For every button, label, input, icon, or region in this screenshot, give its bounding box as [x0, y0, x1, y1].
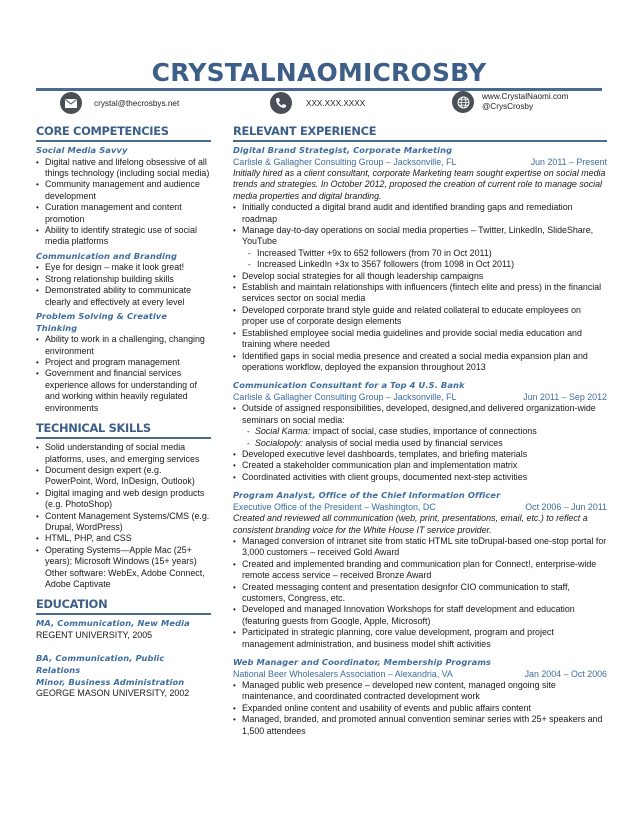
job-dates: Oct 2006 – Jun 2011: [525, 501, 607, 512]
core-group-title: Social Media Savvy: [36, 145, 128, 155]
list-item: • HTML, PHP, and CSS: [36, 533, 211, 544]
job-duties: [233, 403, 607, 483]
list-item: • Created messaging content and presentation designfor CIO communication to staff, customers, Congress, etc.: [233, 582, 607, 605]
list-item: • Content Management Systems/CMS (e.g. Drupal, WordPress): [36, 511, 211, 534]
job-title: Program Analyst, Office of the Chief Information Officer: [233, 490, 501, 501]
job-title: Web Manager and Coordinator, Membership Programs: [233, 657, 492, 668]
list-item: • Develop social strategies for all though leadership campaigns: [233, 271, 607, 282]
list-subitem: - Socialopoly: analysis of social media used by financial services: [233, 438, 607, 449]
contact-phone: [270, 90, 365, 116]
degree-title: BA, Communication, Public Relations: [36, 653, 165, 675]
right-column: [233, 124, 607, 737]
technical-skills-title: TECHNICAL SKILLS: [36, 421, 151, 436]
list-item: • Demonstrated ability to communicate clearly and effectively at every level: [36, 285, 211, 308]
job-duties: [233, 680, 607, 737]
list-item: • Eye for design – make it look great!: [36, 262, 211, 273]
list-item: • Managed public web presence – developed new content, managed ongoing site maintenance, and coordinated contracted development work: [233, 680, 607, 703]
job-description: Initially hired as a client consultant, corporate Marketing team sought expertise on social media trends and strategies. In October 2012, proposed the creation of current role to manage social media properties and digital branding.: [233, 168, 606, 201]
relevant-experience-title: RELEVANT EXPERIENCE: [233, 124, 377, 138]
list-item: • Established employee social media guidelines and provide social media education and training where needed: [233, 328, 607, 351]
job-dates: Jun 2011 – Sep 2012: [523, 391, 607, 402]
list-item: • Expanded online content and usability of events and public affairs content: [233, 703, 607, 714]
contact-web: [452, 89, 568, 115]
list-item: • Ability to work in a challenging, changing environment: [36, 334, 211, 357]
list-item: • Government and financial services experience allows for understanding of and working within heavily regulated environments: [36, 368, 211, 414]
job-org: Carlisle & Gallagher Consulting Group – Jacksonville, FL: [233, 391, 457, 402]
list-item: • Created a stakeholder communication plan and implementation matrix: [233, 460, 607, 471]
list-item: • Digital native and lifelong obsessive of all things technology (including social media): [36, 157, 211, 180]
list-item: • Managed conversion of intranet site from static HTML site toDrupal-based one-stop portal for 3,000 customers – received Gold Award: [233, 536, 607, 559]
resume-name: CRYSTALNAOMICROSBY: [151, 58, 487, 87]
school-name: GEORGE MASON UNIVERSITY, 2002: [36, 688, 190, 699]
list-item: • Community management and audience development: [36, 179, 211, 202]
list-item: • Digital imaging and web design products (e.g. PhotoShop): [36, 488, 211, 511]
job-org-line: [233, 502, 607, 513]
section-divider: [36, 437, 211, 439]
job-dates: Jan 2004 – Oct 2006: [524, 668, 607, 679]
list-subitem: - Increased Twitter +9x to 652 followers (from 70 in Oct 2011): [233, 248, 607, 259]
envelope-icon: [60, 92, 82, 114]
list-item: • Outside of assigned responsibilities, developed, designed,and delivered organization-wide seminars on social media:: [233, 403, 607, 426]
list-item: • Developed and managed Innovation Workshops for staff development and education (featuring guests from Google, Apple, Microsoft): [233, 604, 607, 627]
email-text[interactable]: crystal@thecrosbys.net: [94, 98, 180, 108]
job-org-line: [233, 157, 607, 168]
core-group-list: [36, 157, 211, 248]
core-group-title: Communication and Branding: [36, 250, 178, 261]
job-org: Executive Office of the President – Washington, DC: [233, 501, 436, 512]
globe-icon: [452, 91, 474, 113]
twitter-handle[interactable]: @CrysCrosby: [482, 102, 534, 111]
job-org-line: [233, 669, 607, 680]
list-item: • Identified gaps in social media presence and created a social media expansion plan and operations workflow, deployed the expansion throughout 2013: [233, 351, 607, 374]
degree-minor: Minor, Business Administration: [36, 676, 185, 687]
phone-icon: [270, 92, 292, 114]
list-item: • Manage day-to-day operations on social media properties – Twitter, LinkedIn, SlideShare, YouTube: [233, 225, 607, 248]
job-org-line: [233, 392, 607, 403]
list-item: • Project and program management: [36, 357, 211, 368]
list-item: • Curation management and content promotion: [36, 202, 211, 225]
core-group-title: Problem Solving & Creative Thinking: [36, 311, 168, 333]
list-item: • Coordinated activities with client groups, documented next-step activities: [233, 472, 607, 483]
core-competencies-title: CORE COMPETENCIES: [36, 124, 169, 138]
list-item: • Document design expert (e.g. PowerPoint, Word, InDesign, Outlook): [36, 465, 211, 488]
list-item: • Participated in strategic planning, core value development, program and project management administration, and business model shift activities: [233, 627, 607, 650]
list-item: • Establish and maintain relationships with influencers (fintech elite and press) in the financial services sector on social media: [233, 282, 607, 305]
job-org: National Beer Wholesalers Association – Alexandria, VA: [233, 668, 453, 679]
website-text[interactable]: www.CrystalNaomi.com: [482, 91, 569, 101]
list-item: • Initially conducted a digital brand audit and identified branding gaps and remediation roadmap: [233, 202, 607, 225]
list-item: • Managed, branded, and promoted annual convention seminar series with 25+ speakers and 1,500 attendees: [233, 714, 607, 737]
job-duties: [233, 202, 607, 373]
list-item: • Operating Systems—Apple Mac (25+ years); Microsoft Windows (15+ years) Other software: WebEx, Adobe Connect, Adobe Captivate: [36, 545, 211, 591]
degree-title: MA, Communication, New Media: [36, 618, 190, 629]
phone-text: XXX.XXX.XXXX: [306, 98, 366, 108]
list-item: • Developed corporate brand style guide and related collateral to educate employees on proper use of corporate design elements: [233, 305, 607, 328]
list-subitem: - Social Karma: impact of social, case studies, importance of connections: [233, 426, 607, 437]
job-title: Digital Brand Strategist, Corporate Marketing: [233, 145, 453, 155]
contact-email: [60, 90, 179, 116]
job-org: Carlisle & Gallagher Consulting Group – Jacksonville, FL: [233, 156, 457, 167]
education-title: EDUCATION: [36, 597, 108, 612]
job-dates: Jun 2011 – Present: [530, 156, 607, 167]
school-name: REGENT UNIVERSITY, 2005: [36, 629, 153, 640]
list-subitem: - Increased LinkedIn +3x to 3567 followers (from 1098 in Oct 2011): [233, 259, 607, 270]
section-divider: [36, 613, 211, 615]
list-item: • Developed executive level dashboards, templates, and briefing materials: [233, 449, 607, 460]
section-divider: [36, 140, 211, 142]
technical-skills-list: [36, 442, 211, 590]
core-group-list: [36, 262, 211, 308]
list-item: • Strong relationship building skills: [36, 274, 211, 285]
core-group-list: [36, 334, 211, 414]
list-item: • Created and implemented branding and communication plan for Connect!, enterprise-wide remote access service – received Bronze Award: [233, 559, 607, 582]
job-duties: [233, 536, 607, 650]
left-column: [36, 124, 211, 700]
job-title: Communication Consultant for a Top 4 U.S. Bank: [233, 380, 465, 391]
section-divider: [233, 140, 607, 142]
list-item: • Ability to identify strategic use of social media platforms: [36, 225, 211, 248]
list-item: • Solid understanding of social media platforms, uses, and emerging services: [36, 442, 211, 465]
job-description: Created and reviewed all communication (web, print, presentations, email, etc.) to reflect a consistent branding voice for the White House IT service provider.: [233, 513, 588, 535]
